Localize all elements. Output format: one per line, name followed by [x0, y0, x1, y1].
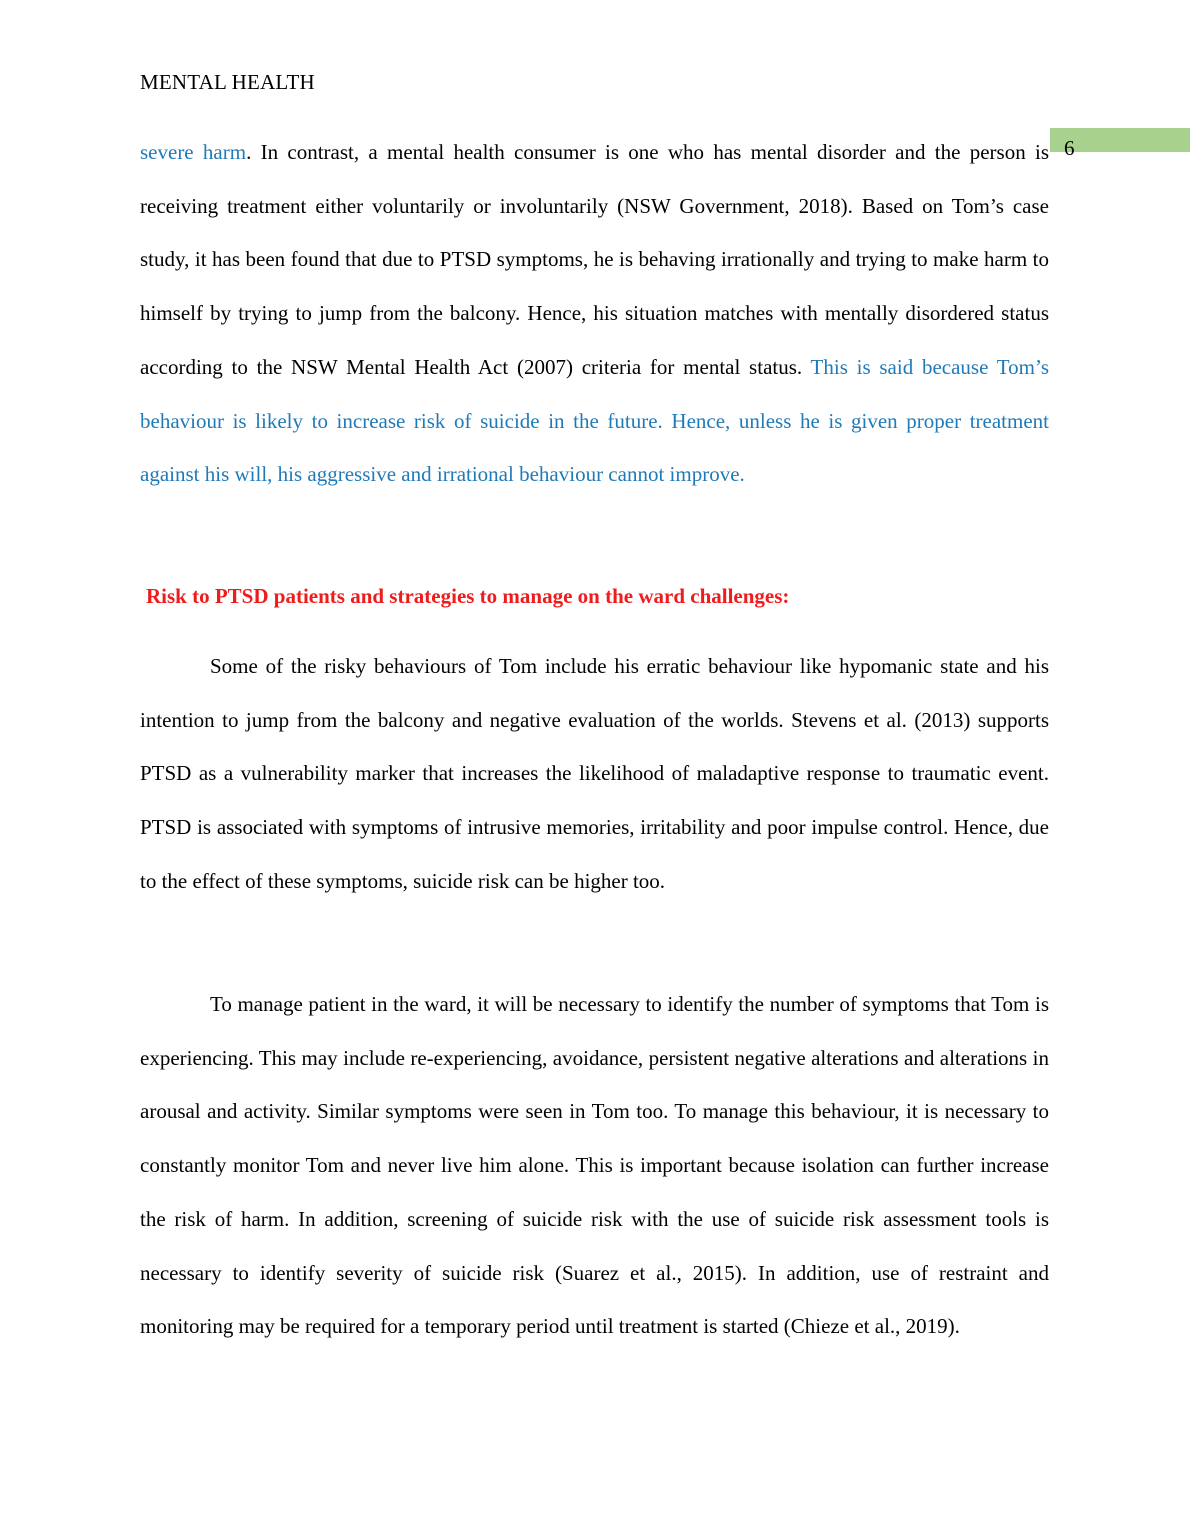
- paragraph-1: [140, 126, 1049, 502]
- paragraph-1-text: . In contrast, a mental health consumer is one who has mental disorder and the person is receiving treatment either voluntarily or involuntarily (NSW Government, 2018). Based on Tom’s case study, it has been found that due to PTSD symptoms, he is behaving irrationally and trying to make harm to himself by trying to jump from the balcony. Hence, his situation matches with mentally disordered status according to the NSW Mental Health Act (2007) criteria for mental status.: [140, 140, 1049, 379]
- section-heading: Risk to PTSD patients and strategies to manage on the ward challenges:: [146, 584, 790, 608]
- paragraph-2: Some of the risky behaviours of Tom include his erratic behaviour like hypomanic state and his intention to jump from the balcony and negative evaluation of the worlds. Stevens et al. (2013) supports PTSD as a vulnerability marker that increases the likelihood of maladaptive response to traumatic event. PTSD is associated with symptoms of intrusive memories, irritability and poor impulse control. Hence, due to the effect of these symptoms, suicide risk can be higher too.: [140, 654, 1049, 893]
- paragraph-3: To manage patient in the ward, it will be necessary to identify the number of symptoms that Tom is experiencing. This may include re-experiencing, avoidance, persistent negative alterations and alterations in arousal and activity. Similar symptoms were seen in Tom too. To manage this behaviour, it is necessary to constantly monitor Tom and never live him alone. This is important because isolation can further increase the risk of harm. In addition, screening of suicide risk with the use of suicide risk assessment tools is necessary to identify severity of suicide risk (Suarez et al., 2015). In addition, use of restraint and monitoring may be required for a temporary period until treatment is started (Chieze et al., 2019).: [140, 992, 1049, 1339]
- paragraph-1-tail: This is said because Tom’s behaviour is likely to increase risk of suicide in the future. Hence, unless he is given proper treatment against his will, his aggressive and irrational behaviour cannot improve.: [140, 354, 1049, 487]
- page-number: 6: [1064, 136, 1075, 160]
- document-body: [140, 126, 1049, 502]
- running-head: MENTAL HEALTH: [140, 70, 315, 94]
- paragraph-1-lead: severe harm: [140, 140, 247, 164]
